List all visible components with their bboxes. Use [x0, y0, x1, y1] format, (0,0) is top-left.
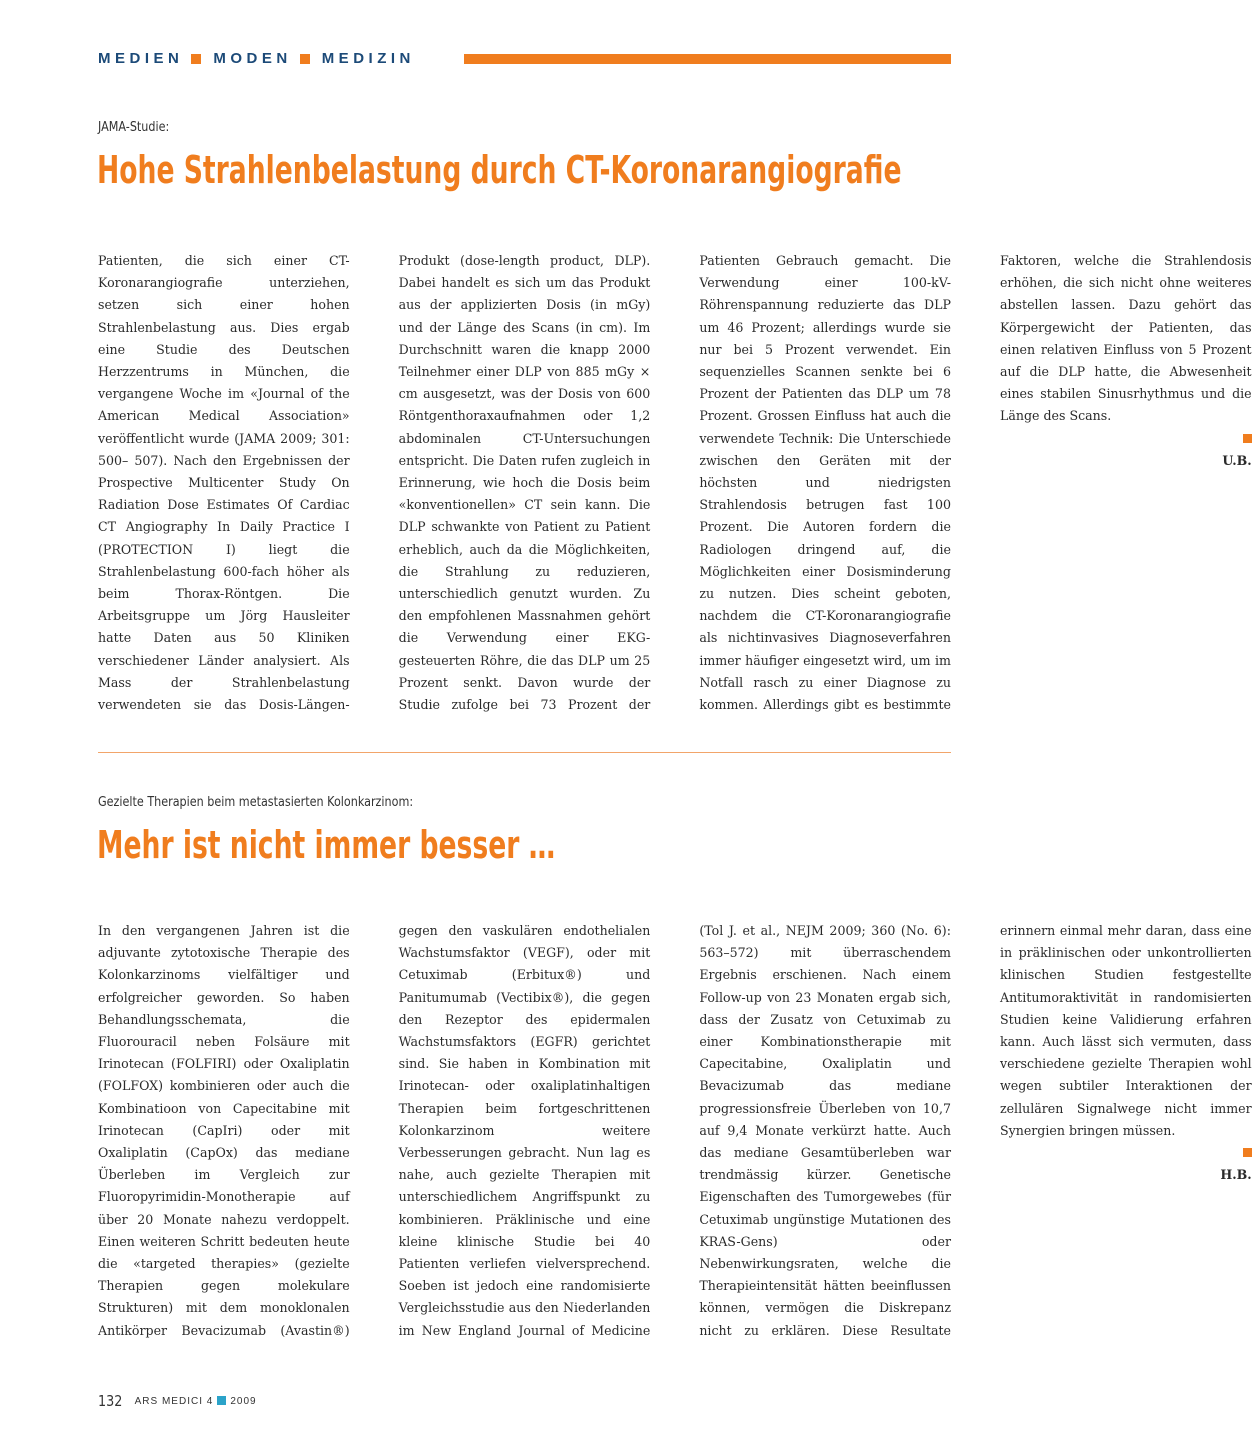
- article-divider: [98, 752, 951, 753]
- article-1-end-row: [1000, 428, 1252, 450]
- section-header: [98, 48, 415, 70]
- journal-name: ARS MEDICI 4: [134, 1395, 214, 1407]
- article-2-end-row: [1000, 1142, 1252, 1164]
- article-2-kicker: Gezielte Therapien beim metastasierten Kolonkarzinom:: [98, 795, 414, 810]
- article-2-body: [98, 920, 1252, 1350]
- article-2-title: Mehr ist nicht immer besser …: [97, 823, 556, 867]
- article-2-initials: H.B.: [1220, 1167, 1252, 1183]
- footer-square-icon: [217, 1396, 226, 1405]
- issue-year: 2009: [230, 1395, 257, 1407]
- end-mark-icon: [1243, 434, 1252, 443]
- end-mark-icon: [1243, 1148, 1252, 1157]
- header-square-icon: [191, 54, 201, 64]
- section-label-medien: MEDIEN: [98, 50, 184, 67]
- article-1-kicker: JAMA-Studie:: [98, 120, 170, 135]
- section-label-moden: MODEN: [213, 50, 292, 67]
- page-number: 132: [98, 1392, 123, 1411]
- article-2-text: In den vergangenen Jahren ist die adjuvante zytotoxische Therapie des Kolonkarzinoms vielfältiger und erfolgreicher geworden. So haben Behandlungsschemata, die Fluorouracil neben Folsäure mit Irinotecan (FOLFIRI) oder Oxaliplatin (FOLFOX) kombinieren oder auch die Kombinatioon von Capecitabine mit Irinotecan (CapIri) oder mit Oxaliplatin (CapOx) das mediane Überleben im Vergleich zur Fluoropyrimidin-Monotherapie auf über 20 Monate nahezu verdoppelt. Einen weiteren Schritt bedeuten heute die «targeted therapies» (gezielte Therapien gegen molekulare Strukturen) mit dem monoklonalen Antikörper Bevacizumab (Avastin®) gegen den vaskulären endothelialen Wachstumsfaktor (VEGF), oder mit Cetuximab (Erbitux®) und Panitumumab (Vectibix®), die gegen den Rezeptor des epidermalen Wachstumsfaktors (EGFR) gerichtet sind. Sie haben in Kombination mit Irinotecan- oder oxaliplatinhaltigen Therapien beim fortgeschrittenen Kolonkarzinom weitere Verbesserungen gebracht. Nun lag es nahe, auch gezielte Therapien mit unterschiedlichem Angriffspunkt zu kombinieren. Präklinische und eine kleine klinische Studie bei 40 Patienten verliefen vielversprechend. Soeben ist jedoch eine randomisierte Vergleichsstudie aus den Niederlanden im New England Journal of Medicine (Tol J. et al., NEJM 2009; 360 (No. 6): 563–572) mit überraschendem Ergebnis erschienen. Nach einem Follow-up von 23 Monaten ergab sich, dass der Zusatz von Cetuximab zu einer Kombinationstherapie mit Capecitabine, Oxaliplatin und Bevacizumab das mediane progressionsfreie Überleben von 10,7 auf 9,4 Monate verkürzt hatte. Auch das mediane Gesamtüberleben war trendmässig kürzer. Genetische Eigenschaften des Tumorgewebes (für Cetuximab ungünstige Mutationen des KRAS-Gens) oder Nebenwirkungsraten, welche die Therapieintensität hätten beeinflussen können, vermögen die Diskrepanz nicht zu erklären. Diese Resultate erinnern einmal mehr daran, dass eine in präklinischen oder unkontrollierten klinischen Studien festgestellte Antitumoraktivität in randomisierten Studien keine Validierung erfahren kann. Auch lässt sich vermuten, dass verschiedene gezielte Therapien wohl wegen subtiler Interaktionen der zellulären Signalwege nicht immer Synergien bringen müssen.: [98, 923, 1252, 1338]
- header-accent-bar: [464, 54, 951, 64]
- header-square-icon: [300, 54, 310, 64]
- article-1-body: [98, 250, 1252, 720]
- section-label-medizin: MEDIZIN: [321, 50, 415, 67]
- page-footer: [98, 1392, 257, 1410]
- article-1-title: Hohe Strahlenbelastung durch CT-Koronarangiografie: [97, 148, 902, 192]
- article-1-initials: U.B.: [1222, 452, 1252, 468]
- article-1-text: Patienten, die sich einer CT-Koronarangiografie unterziehen, setzen sich einer hohen Strahlenbelastung aus. Dies ergab eine Studie des Deutschen Herzzentrums in München, die vergangene Woche im «Journal of the American Medical Association» veröffentlicht wurde (JAMA 2009; 301: 500– 507). Nach den Ergebnissen der Prospective Multicenter Study On Radiation Dose Estimates Of Cardiac CT Angiography In Daily Practice I (PROTECTION I) liegt die Strahlenbelastung 600-fach höher als beim Thorax-Röntgen. Die Arbeitsgruppe um Jörg Hausleiter hatte Daten aus 50 Kliniken verschiedener Länder analysiert. Als Mass der Strahlenbelastung verwendeten sie das Dosis-Längen-Produkt (dose-length product, DLP). Dabei handelt es sich um das Produkt aus der applizierten Dosis (in mGy) und der Länge des Scans (in cm). Im Durchschnitt waren die knapp 2000 Teilnehmer einer DLP von 885 mGy × cm ausgesetzt, was der Dosis von 600 Röntgenthoraxaufnahmen oder 1,2 abdominalen CT-Untersuchungen entspricht. Die Daten rufen zugleich in Erinnerung, wie hoch die Dosis beim «konventionellen» CT sein kann. Die DLP schwankte von Patient zu Patient erheblich, auch da die Möglichkeiten, die Strahlung zu reduzieren, unterschiedlich genutzt wurden. Zu den empfohlenen Massnahmen gehört die Verwendung einer EKG-gesteuerten Röhre, die das DLP um 25 Prozent senkt. Davon wurde der Studie zufolge bei 73 Prozent der Patienten Gebrauch gemacht. Die Verwendung einer 100-kV-Röhrenspannung reduzierte das DLP um 46 Prozent; allerdings wurde sie nur bei 5 Prozent verwendet. Ein sequenzielles Scannen senkte bei 6 Prozent der Patienten das DLP um 78 Prozent. Grossen Einfluss hat auch die verwendete Technik: Die Unterschiede zwischen den Geräten mit der höchsten und niedrigsten Strahlendosis betrugen fast 100 Prozent. Die Autoren fordern die Radiologen dringend auf, die Möglichkeiten einer Dosisminderung zu nutzen. Dies scheint geboten, nachdem die CT-Koronarangiografie als nichtinvasives Diagnoseverfahren immer häufiger eingesetzt wird, um im Notfall rasch zu einer Diagnose zu kommen. Allerdings gibt es bestimmte Faktoren, welche die Strahlendosis erhöhen, die sich nicht ohne weiteres abstellen lassen. Dazu gehört das Körpergewicht der Patienten, das einen relativen Einfluss von 5 Prozent auf die DLP hatte, die Abwesenheit eines stabilen Sinusrhythmus und die Länge des Scans.: [98, 253, 1252, 713]
